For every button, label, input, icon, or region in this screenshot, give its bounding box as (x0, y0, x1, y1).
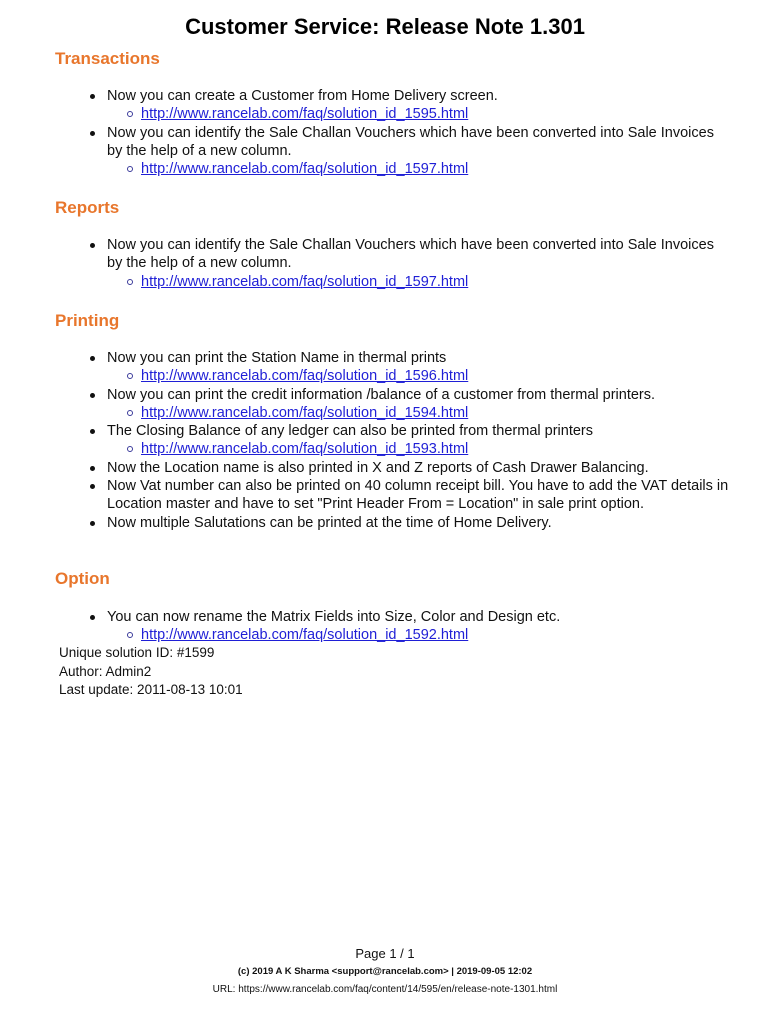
section-list-reports (90, 236, 730, 291)
bullet-icon (90, 131, 95, 136)
solution-link[interactable]: http://www.rancelab.com/faq/solution_id_1594.html (141, 404, 469, 421)
circle-bullet-icon (127, 446, 133, 452)
sub-list-item (90, 404, 730, 422)
circle-bullet-icon (127, 166, 133, 172)
circle-bullet-icon (127, 632, 133, 638)
circle-bullet-icon (127, 111, 133, 117)
item-text: Now multiple Salutations can be printed at the time of Home Delivery. (107, 514, 552, 531)
bullet-icon (90, 521, 95, 526)
list-item (90, 459, 730, 477)
list-item (90, 608, 730, 626)
item-text: Now you can print the Station Name in thermal prints (107, 350, 447, 366)
solution-link[interactable]: http://www.rancelab.com/faq/solution_id_1595.html (141, 106, 469, 123)
solution-link[interactable]: http://www.rancelab.com/faq/solution_id_1593.html (141, 441, 469, 458)
solution-meta (59, 644, 243, 700)
item-text: You can now rename the Matrix Fields into Size, Color and Design etc. (107, 609, 561, 625)
solution-id: Unique solution ID: #1599 (59, 645, 215, 660)
bullet-icon (90, 356, 95, 361)
bullet-icon (90, 393, 95, 398)
section-heading-transactions: Transactions (55, 49, 160, 68)
item-text: Now you can create a Customer from Home Delivery screen. (107, 88, 498, 104)
circle-bullet-icon (127, 410, 133, 416)
bullet-icon (90, 484, 95, 489)
sub-list-item (90, 160, 730, 178)
list-item (90, 477, 730, 514)
sub-list-item (90, 105, 730, 123)
footer-copyright: (c) 2019 A K Sharma <support@rancelab.com> | 2019-09-05 12:02 (237, 966, 533, 977)
item-text: Now the Location name is also printed in X and Z reports of Cash Drawer Balancing. (107, 459, 649, 476)
solution-link[interactable]: http://www.rancelab.com/faq/solution_id_1592.html (141, 627, 469, 644)
bullet-icon (90, 429, 95, 434)
section-heading-printing: Printing (55, 311, 120, 330)
bullet-icon (90, 243, 95, 248)
list-item (90, 236, 730, 273)
item-text: Now Vat number can also be printed on 40 column receipt bill. You have to add the VAT details in Location master and have to set "Print Header From = Location" in sale print option. (107, 478, 729, 513)
section-list-transactions (90, 87, 730, 178)
last-update: Last update: 2011-08-13 10:01 (59, 682, 243, 697)
bullet-icon (90, 94, 95, 99)
page-title: Customer Service: Release Note 1.301 (185, 14, 585, 39)
list-item (90, 349, 730, 367)
section-heading-option: Option (55, 569, 110, 588)
author: Author: Admin2 (59, 663, 152, 679)
section-list-printing (90, 349, 730, 532)
item-text: The Closing Balance of any ledger can also be printed from thermal printers (107, 423, 594, 440)
item-text: Now you can identify the Sale Challan Vouchers which have been converted into Sale Invoices by the help of a new column. (107, 237, 714, 272)
list-item (90, 422, 730, 440)
circle-bullet-icon (127, 373, 133, 379)
list-item (90, 386, 730, 404)
item-text: Now you can identify the Sale Challan Vouchers which have been converted into Sale Invoices by the help of a new column. (107, 124, 714, 159)
item-text: Now you can print the credit information /balance of a customer from thermal printers. (107, 386, 656, 403)
solution-link[interactable]: http://www.rancelab.com/faq/solution_id_1597.html (141, 161, 469, 178)
footer-url: URL: https://www.rancelab.com/faq/content/14/595/en/release-note-1301.html (212, 984, 558, 995)
solution-link[interactable]: http://www.rancelab.com/faq/solution_id_1596.html (141, 368, 469, 385)
bullet-icon (90, 466, 95, 471)
list-item (90, 124, 730, 161)
sub-list-item (90, 367, 730, 385)
bullet-icon (90, 615, 95, 620)
sub-list-item (90, 626, 730, 644)
page-number: Page 1 / 1 (355, 946, 415, 961)
section-heading-reports: Reports (55, 198, 120, 217)
section-list-option (90, 608, 730, 645)
list-item (90, 87, 730, 105)
circle-bullet-icon (127, 279, 133, 285)
sub-list-item (90, 440, 730, 458)
solution-link[interactable]: http://www.rancelab.com/faq/solution_id_1597.html (141, 273, 469, 290)
list-item (90, 514, 730, 532)
sub-list-item (90, 273, 730, 291)
